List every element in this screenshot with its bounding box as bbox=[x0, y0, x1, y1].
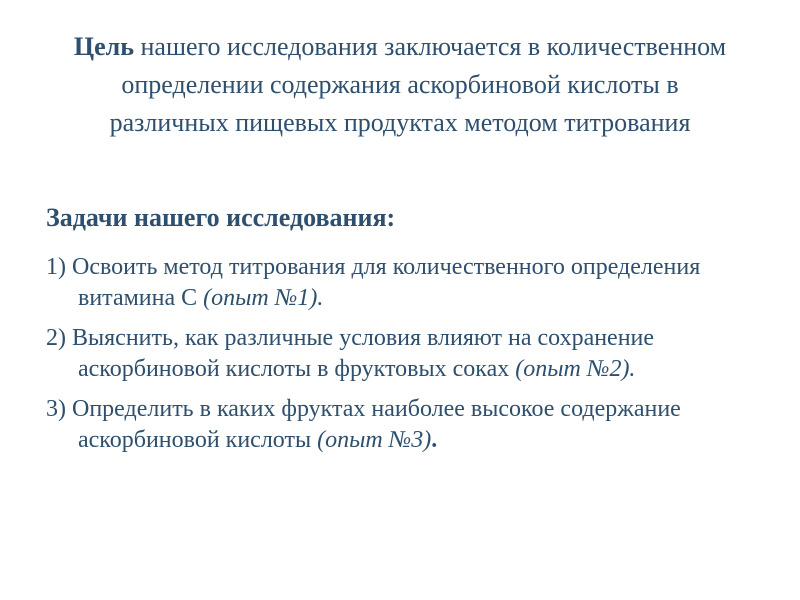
tasks-heading: Задачи нашего исследования: bbox=[46, 203, 396, 232]
task-experiment-ref: (опыт №1). bbox=[203, 285, 324, 311]
task-experiment-ref: (опыт №3) bbox=[317, 427, 432, 453]
task-text: 3) Определить в каких фруктах наиболее высокое содержание аскорбиновой кислоты bbox=[46, 396, 681, 453]
goal-text: нашего исследования заключается в количественном определении содержания аскорбиновой кислоты в различных пищевых продуктах методом титрования bbox=[109, 32, 727, 137]
task-item-3 bbox=[46, 394, 766, 456]
task-experiment-ref: (опыт №2). bbox=[515, 356, 636, 382]
task-text: 2) Выяснить, как различные условия влияют на сохранение аскорбиновой кислоты в фруктовых соках bbox=[46, 325, 655, 382]
goal-statement bbox=[60, 28, 740, 142]
task-text: 1) Освоить метод титрования для количественного определения витамина С bbox=[46, 254, 701, 311]
task-item-1 bbox=[46, 252, 766, 314]
task-trailing-punct: . bbox=[431, 427, 438, 453]
task-item-2 bbox=[46, 323, 766, 385]
tasks-list bbox=[46, 252, 766, 465]
goal-lead-word: Цель bbox=[73, 32, 134, 61]
